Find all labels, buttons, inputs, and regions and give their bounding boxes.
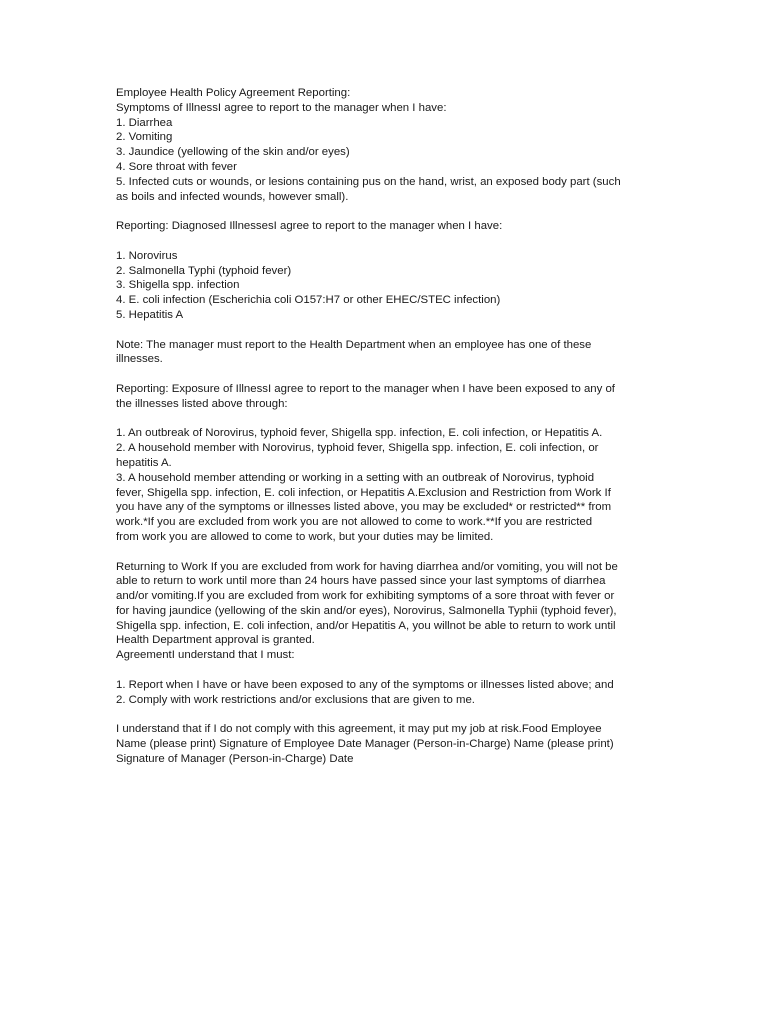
- text-line: Shigella spp. infection, E. coli infection, and/or Hepatitis A, you willnot be able to return to work until: [116, 619, 616, 632]
- text-line: Note: The manager must report to the Health Department when an employee has one of these: [116, 338, 592, 351]
- text-line: hepatitis A.: [116, 456, 172, 469]
- text-line: 2. Salmonella Typhi (typhoid fever): [116, 264, 292, 277]
- text-line: Signature of Manager (Person-in-Charge) Date: [116, 752, 354, 765]
- text-line: illnesses.: [116, 353, 163, 366]
- text-line: 4. Sore throat with fever: [116, 160, 237, 173]
- text-line: 2. Vomiting: [116, 131, 173, 144]
- text-line: Returning to Work If you are excluded from work for having diarrhea and/or vomiting, you will not be: [116, 560, 618, 573]
- text-line: 5. Hepatitis A: [116, 308, 184, 321]
- blank-line: [116, 323, 656, 338]
- text-line: 3. A household member attending or working in a setting with an outbreak of Norovirus, typhoid: [116, 471, 595, 484]
- text-line: 5. Infected cuts or wounds, or lesions containing pus on the hand, wrist, an exposed body part (such: [116, 175, 621, 188]
- text-line: 2. A household member with Norovirus, typhoid fever, Shigella spp. infection, E. coli infection, or: [116, 442, 599, 455]
- blank-line: [116, 707, 656, 722]
- text-line: AgreementI understand that I must:: [116, 649, 295, 662]
- blank-line: [116, 663, 656, 678]
- text-line: 1. Norovirus: [116, 249, 178, 262]
- text-line: Employee Health Policy Agreement Reporting:: [116, 87, 351, 99]
- text-line: Symptoms of IllnessI agree to report to the manager when I have:: [116, 101, 447, 114]
- text-line: as boils and infected wounds, however small).: [116, 190, 349, 203]
- blank-line: [116, 234, 656, 249]
- text-line: 1. Report when I have or have been exposed to any of the symptoms or illnesses listed above; and: [116, 678, 614, 691]
- text-line: for having jaundice (yellowing of the skin and/or eyes), Norovirus, Salmonella Typhii (typhoid fever),: [116, 604, 617, 617]
- text-line: Reporting: Exposure of IllnessI agree to report to the manager when I have been exposed to any of: [116, 382, 615, 395]
- blank-line: [116, 545, 656, 560]
- text-line: you have any of the symptoms or illnesses listed above, you may be excluded* or restricted** from: [116, 501, 612, 514]
- text-line: I understand that if I do not comply with this agreement, it may put my job at risk.Food Employee: [116, 723, 602, 736]
- document-page: [116, 86, 656, 767]
- text-line: and/or vomiting.If you are excluded from work for exhibiting symptoms of a sore throat with fever or: [116, 590, 615, 603]
- blank-line: [116, 204, 656, 219]
- text-line: 2. Comply with work restrictions and/or exclusions that are given to me.: [116, 693, 475, 706]
- text-line: fever, Shigella spp. infection, E. coli infection, or Hepatitis A.Exclusion and Restriction from Work If: [116, 486, 611, 499]
- text-line: Health Department approval is granted.: [116, 634, 315, 647]
- text-line: 3. Jaundice (yellowing of the skin and/or eyes): [116, 146, 350, 159]
- text-line: Reporting: Diagnosed IllnessesI agree to report to the manager when I have:: [116, 220, 503, 233]
- text-line: Name (please print) Signature of Employee Date Manager (Person-in-Charge) Name (please print): [116, 738, 614, 751]
- text-line: 4. E. coli infection (Escherichia coli O157:H7 or other EHEC/STEC infection): [116, 294, 501, 307]
- text-line: 1. Diarrhea: [116, 116, 173, 129]
- text-line: 3. Shigella spp. infection: [116, 279, 240, 292]
- text-line: from work you are allowed to come to work, but your duties may be limited.: [116, 530, 494, 543]
- blank-line: [116, 367, 656, 382]
- document-body: [116, 86, 656, 767]
- text-line: work.*If you are excluded from work you are not allowed to come to work.**If you are restricted: [116, 516, 593, 529]
- text-line: 1. An outbreak of Norovirus, typhoid fever, Shigella spp. infection, E. coli infection, or Hepatitis A.: [116, 427, 603, 440]
- text-line: able to return to work until more than 24 hours have passed since your last symptoms of diarrhea: [116, 575, 606, 588]
- blank-line: [116, 412, 656, 427]
- text-line: the illnesses listed above through:: [116, 397, 288, 410]
